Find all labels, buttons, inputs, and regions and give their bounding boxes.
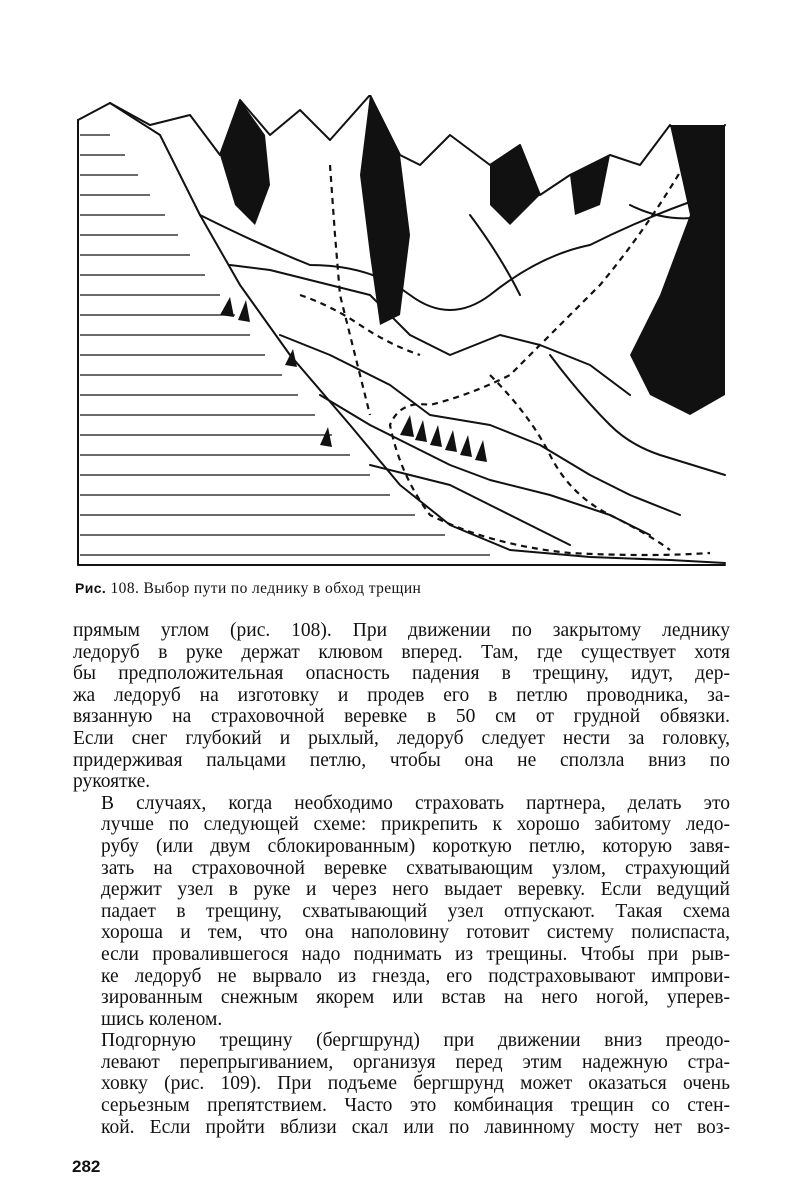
text-line: зированным снежным якорем или встав на него ногой, уперев-: [101, 987, 730, 1009]
text-line: кой. Если пройти вблизи скал или по лавинному мосту нет воз-: [101, 1116, 730, 1138]
glacier-route-illustration: [70, 95, 730, 575]
text-line: шись коленом.: [101, 1008, 223, 1030]
text-line: ке ледоруб не вырвало из гнезда, его подстраховывают импрови-: [101, 965, 730, 987]
paragraph-3: [73, 1030, 730, 1138]
text-line: лучше по следующей схеме: прикрепить к хорошо забитому ледо-: [101, 814, 730, 836]
text-line: В случаях, когда необходимо страховать партнера, делать это: [101, 792, 730, 814]
text-line: бы предположительная опасность падения в трещину, идут, дер-: [73, 663, 730, 685]
text-line: ледоруб в руке держат клювом вперед. Там, где существует хотя: [73, 641, 730, 663]
text-line: прямым углом (рис. 108). При движении по закрытому леднику: [73, 620, 730, 641]
text-line: придерживая пальцами петлю, чтобы она не сползла вниз по: [73, 749, 730, 771]
text-line: если провалившегося надо поднимать из трещины. Чтобы при рыв-: [101, 943, 730, 965]
text-line: падает в трещину, схватывающий узел отпускают. Такая схема: [101, 900, 730, 922]
text-line: Если снег глубокий и рыхлый, ледоруб следует нести за головку,: [73, 727, 730, 749]
text-line: рубу (или двум сблокированным) короткую петлю, которую завя-: [101, 835, 730, 857]
text-line: зать на страховочной веревке схватывающим узлом, страхующий: [101, 857, 730, 879]
text-line: левают перепрыгиванием, организуя перед этим надежную стра-: [101, 1051, 730, 1073]
text-line: Подгорную трещину (бергшрунд) при движении вниз преодо-: [101, 1030, 730, 1052]
text-line: держит узел в руке и через него выдает веревку. Если ведущий: [101, 879, 730, 901]
figure-caption: [75, 580, 715, 598]
caption-text: 108. Выбор пути по леднику в обход трещин: [110, 580, 422, 597]
text-line: рукоятке.: [73, 771, 151, 793]
body-text: [73, 620, 730, 1138]
text-line: хороша и тем, что она наполовину готовит систему полиспаста,: [101, 922, 730, 944]
paragraph-2: [73, 793, 730, 1031]
text-line: жа ледоруб на изготовку и продев его в петлю проводника, за-: [73, 684, 730, 706]
page-number: 282: [72, 1157, 101, 1176]
text-line: серьезным препятствием. Часто это комбинация трещин со стен-: [101, 1095, 730, 1117]
paragraph-1: [73, 620, 730, 793]
text-line: вязанную на страховочной веревке в 50 см от грудной обвязки.: [73, 706, 730, 728]
text-line: ховку (рис. 109). При подъеме бергшрунд может оказаться очень: [101, 1073, 730, 1095]
caption-label: Рис.: [75, 580, 107, 596]
